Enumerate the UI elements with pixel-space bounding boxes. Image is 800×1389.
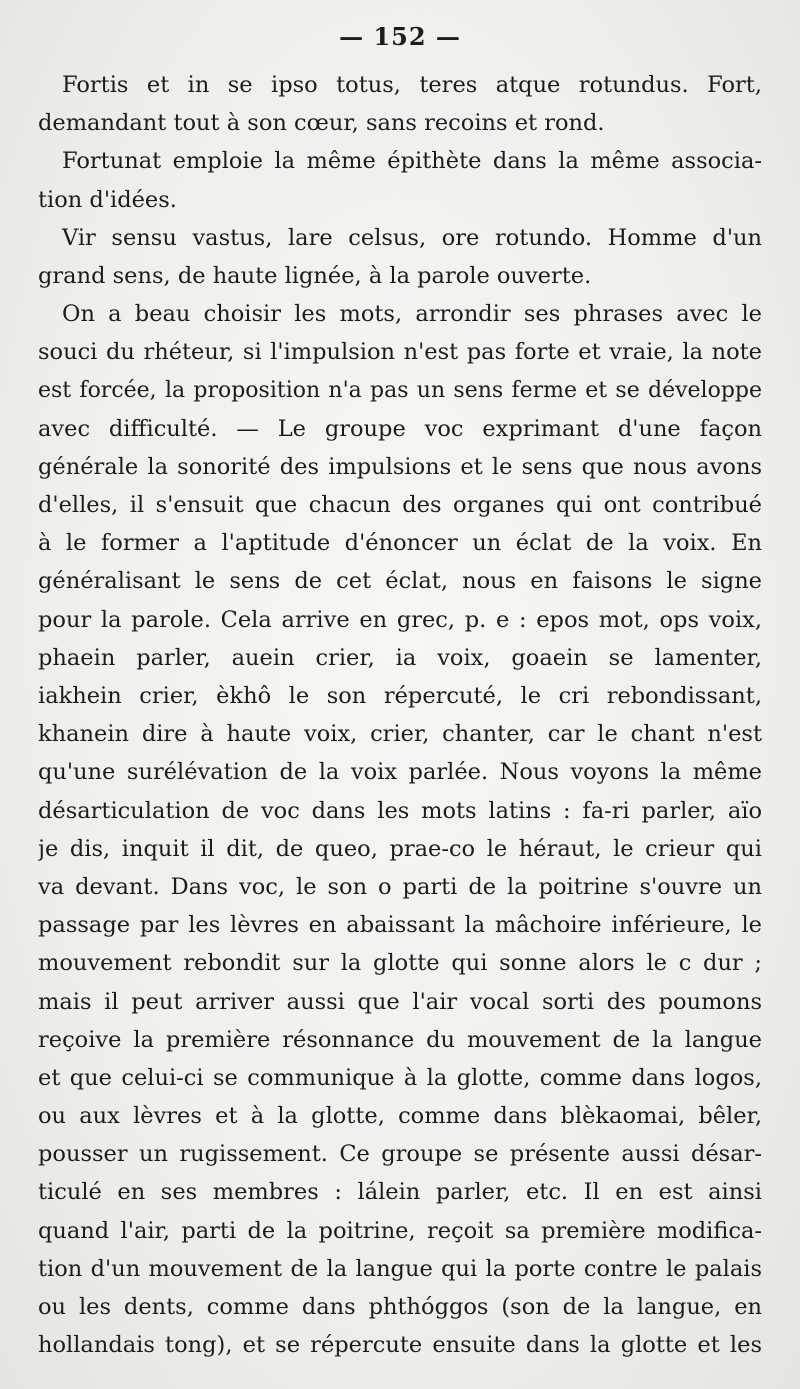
text-line: désarticulation de voc dans les mots latins : fa-ri parler, aïo [38,797,762,824]
text-line: souci du rhéteur, si l'impulsion n'est pas forte et vraie, la note [38,339,762,366]
text-line: tion d'idées. [38,186,177,213]
text-line: grand sens, de haute lignée, à la parole ouverte. [38,262,592,289]
text-line: et que celui-ci se communique à la glotte, comme dans logos, [38,1064,762,1091]
text-line: Fortis et in se ipso totus, teres atque rotundus. Fort, [62,72,762,98]
text-line: est forcée, la proposition n'a pas un sens ferme et se développe [38,377,762,403]
body-text [38,66,762,1364]
text-line: Vir sensu vastus, lare celsus, ore rotundo. Homme d'un [62,224,762,251]
text-line: je dis, inquit il dit, de queo, prae-co le héraut, le crieur qui [38,835,762,862]
text-line: ou les dents, comme dans phthóggos (son de la langue, en [38,1294,762,1320]
text-line: pour la parole. Cela arrive en grec, p. e : epos mot, ops voix, [38,606,762,633]
text-line: ou aux lèvres et à la glotte, comme dans blèkaomai, bêler, [38,1103,762,1130]
text-line: avec difficulté. — Le groupe voc exprimant d'une façon [38,415,762,442]
text-line: tion d'un mouvement de la langue qui la porte contre le palais [38,1255,762,1282]
text-line: reçoive la première résonnance du mouvement de la langue [38,1026,762,1053]
text-line: On a beau choisir les mots, arrondir ses phrases avec le [62,301,762,328]
text-line: hollandais tong), et se répercute ensuite dans la glotte et les [38,1332,762,1359]
text-line: Fortunat emploie la même épithète dans la même associa- [62,148,762,175]
text-line: passage par les lèvres en abaissant la mâchoire inférieure, le [38,912,762,939]
text-line: à le former a l'aptitude d'énoncer un éclat de la voix. En [38,530,762,557]
text-line: demandant tout à son cœur, sans recoins et rond. [38,110,605,137]
text-line: mais il peut arriver aussi que l'air vocal sorti des poumons [38,988,762,1015]
text-line: ticulé en ses membres : lálein parler, etc. Il en est ainsi [38,1179,762,1206]
text-line: généralisant le sens de cet éclat, nous en faisons le signe [38,568,762,595]
text-line: khanein dire à haute voix, crier, chanter, car le chant n'est [38,721,762,748]
text-line: va devant. Dans voc, le son o parti de la poitrine s'ouvre un [38,873,762,900]
page-number: — 152 — [339,22,461,51]
text-line: générale la sonorité des impulsions et le sens que nous avons [38,453,762,480]
text-line: mouvement rebondit sur la glotte qui sonne alors le c dur ; [38,950,762,977]
text-line: phaein parler, auein crier, ia voix, goaein se lamenter, [38,644,762,671]
text-line: iakhein crier, èkhô le son répercuté, le cri rebondissant, [38,683,762,709]
text-line: d'elles, il s'ensuit que chacun des organes qui ont contribué [38,492,762,519]
text-line: pousser un rugissement. Ce groupe se présente aussi désar- [38,1141,762,1168]
text-line: quand l'air, parti de la poitrine, reçoit sa première modifica- [38,1217,762,1244]
text-line: qu'une surélévation de la voix parlée. Nous voyons la même [38,759,762,786]
